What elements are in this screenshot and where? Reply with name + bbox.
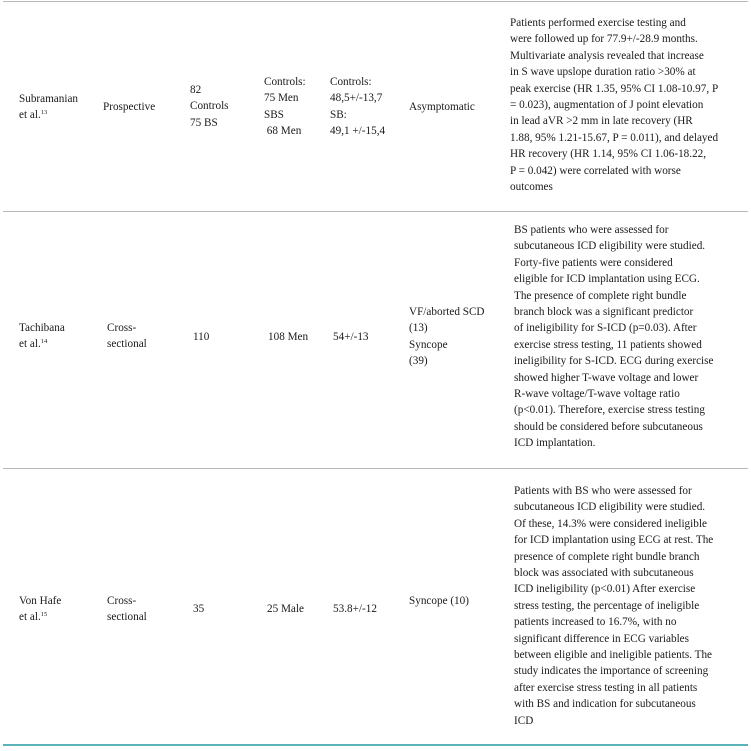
- summary-cell: Patients performed exercise testing and were followed up for 77.9+/-28.9 months. Multivariate analysis revealed that increase in S wave upslope duration ratio >30% at peak exercise (HR 1.35, 95% CI 1.08-10.97, P = 0.023), augmentation of J point elevation in lead aVR >2 mm in late recovery (HR 1.88, 95% 1.21-15.67, P = 0.011), and delayed HR recovery (HR 1.14, 95% CI 1.06-18.22, P = 0.042) were correlated with worse outcomes: [510, 17, 719, 194]
- participants-cell: 110: [193, 331, 210, 343]
- study-cell: [19, 593, 61, 626]
- study-name-line: Tachibana: [19, 322, 65, 334]
- study-reference: 13: [40, 109, 48, 117]
- symptoms-cell: Asymptomatic: [409, 101, 475, 113]
- study-name-line: et al.$^{15}$: [19, 611, 48, 624]
- design-cell: Cross- sectional: [107, 595, 147, 624]
- design-cell: Cross- sectional: [107, 322, 147, 351]
- study-reference: 14: [40, 338, 48, 346]
- sex-cell: Controls: 75 Men SBS 68 Men: [264, 76, 306, 137]
- sex-cell: 108 Men: [268, 331, 309, 343]
- summary-cell: BS patients who were assessed for subcutaneous ICD eligibility were studied. Forty-five patients were considered eligible for ICD implantation using ECG. The presence of complete right bundle branch block was a significant predictor of ineligibility for S-ICD (p=0.03). After exercise stress testing, 11 patients showed ineligibility for S-ICD. ECG during exercise showed higher T-wave voltage and lower R-wave voltage/T-wave voltage ratio (p<0.01). Therefore, exercise stress testing should be considered before subcutaneous ICD implantation.: [514, 224, 714, 450]
- study-name-line: Subramanian: [19, 93, 79, 105]
- age-cell: 54+/-13: [333, 331, 369, 343]
- study-reference: 15: [40, 611, 48, 619]
- age-cell: Controls: 48,5+/-13,7 SB: 49,1 +/-15,4: [330, 76, 386, 137]
- study-cell: [19, 320, 65, 353]
- study-name-line: et al.$^{13}$: [19, 109, 48, 122]
- sex-cell: 25 Male: [267, 603, 304, 615]
- symptoms-cell: VF/aborted SCD (13) Syncope (39): [409, 306, 485, 367]
- participants-cell: 82 Controls 75 BS: [190, 84, 229, 129]
- table-top-rule: [3, 1, 748, 2]
- age-cell: 53.8+/-12: [333, 603, 377, 615]
- row-divider: [3, 211, 748, 212]
- design-cell: Prospective: [103, 101, 156, 113]
- participants-cell: 35: [193, 603, 205, 615]
- study-name-line: et al.$^{14}$: [19, 338, 48, 351]
- summary-cell: Patients with BS who were assessed for subcutaneous ICD eligibility were studied. Of these, 14.3% were considered ineligible for ICD implantation using ECG at rest. The presence of complete right bundle branch block was associated with subcutaneous ICD ineligibility (p<0.01) After exercise stress testing, the percentage of ineligible patients increased to 16.7%, with no significant difference in ECG variables between eligible and ineligible patients. The study indicates the importance of screening after exercise stress testing in all patients with BS and indication for subcutaneous ICD: [514, 485, 714, 727]
- symptoms-cell: Syncope (10): [409, 595, 469, 607]
- study-cell: [19, 91, 78, 124]
- study-name-line: Von Hafe: [19, 595, 62, 607]
- row-divider: [3, 468, 748, 469]
- table-bottom-rule: [3, 744, 748, 746]
